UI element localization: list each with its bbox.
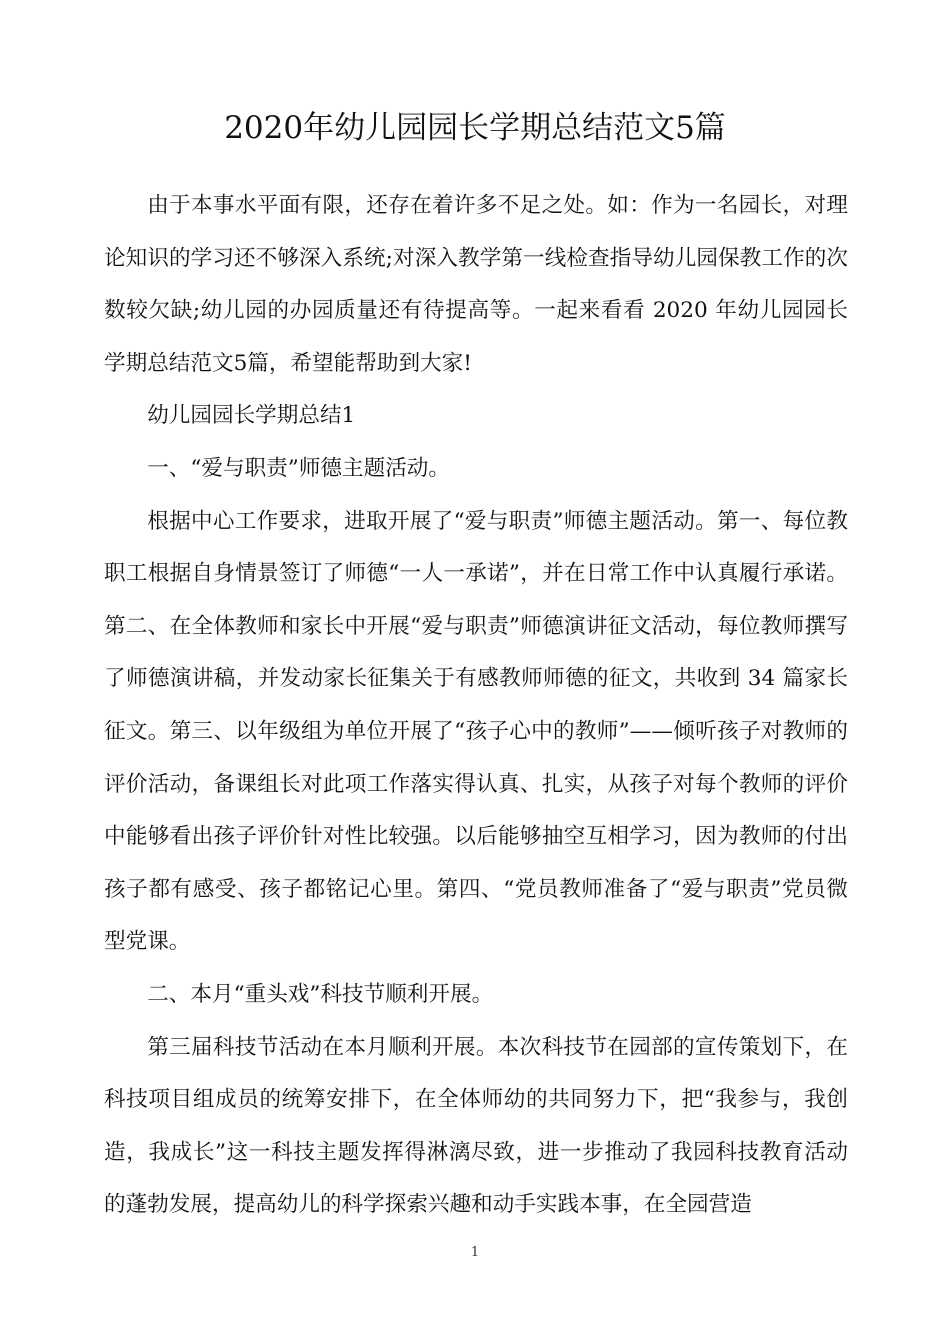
document-body	[104, 180, 848, 1232]
subheading-science-festival: 二、本月“重头戏”科技节顺利开展。	[147, 981, 494, 1007]
document-title: 2020年幼儿园园长学期总结范文5篇	[224, 110, 726, 146]
ethics-activity-paragraph: 根据中心工作要求，进取开展了“爱与职责”师德主题活动。第一、每位教职工根据自身情景签订了师德“一人一承诺”，并在日常工作中认真履行承诺。第二、在全体教师和家长中开展“爱与职责”师德演讲征文活动，每位教师撰写了师德演讲稿，并发动家长征集关于有感教师师德的征文，共收到 34 篇家长征文。第三、以年级组为单位开展了“孩子心中的教师”——倾听孩子对教师的评价活动，备课组长对此项工作落实得认真、扎实，从孩子对每个教师的评价中能够看出孩子评价针对性比较强。以后能够抽空互相学习，因为教师的付出孩子都有感受、孩子都铭记心里。第四、“党员教师准备了“爱与职责”党员微型党课。	[104, 508, 848, 955]
page-number: 1	[470, 1245, 480, 1260]
intro-paragraph: 由于本事水平面有限，还存在着许多不足之处。如：作为一名园长，对理论知识的学习还不够深入系统;对深入教学第一线检查指导幼儿园保教工作的次数较欠缺;幼儿园的办园质量还有待提高等。一起来看看 2020 年幼儿园园长学期总结范文5篇，希望能帮助到大家!	[104, 193, 848, 376]
science-festival-paragraph: 第三届科技节活动在本月顺利开展。本次科技节在园部的宣传策划下，在科技项目组成员的统筹安排下，在全体师幼的共同努力下，把“我参与，我创造，我成长”这一科技主题发挥得淋漓尽致，进一步推动了我园科技教育活动的蓬勃发展，提高幼儿的科学探索兴趣和动手实践本事，在全园营造	[104, 1034, 848, 1218]
subheading-ethics-activity: 一、“爱与职责”师德主题活动。	[147, 455, 450, 481]
section-heading-summary-1: 幼儿园园长学期总结1	[147, 403, 356, 429]
